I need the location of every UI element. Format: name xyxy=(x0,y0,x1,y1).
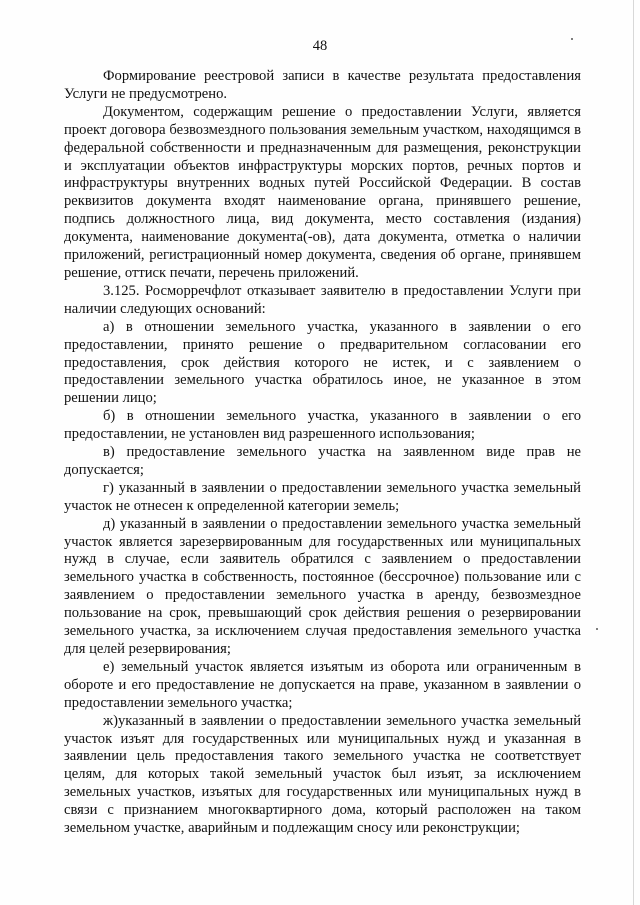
scan-edge-line xyxy=(633,0,634,905)
paragraph-registry-record: Формирование реестровой записи в качестве результата предоставления Услуги не предусмотрено. xyxy=(64,68,581,102)
list-item-v: в) предоставление земельного участка на заявленном виде прав не допускается; xyxy=(64,444,581,478)
list-item-d: д) указанный в заявлении о предоставлении земельного участка земельный участок является зарезервированным для государственных или муниципальных нужд в случае, если заявитель обратился с заявлением о предоставлении земельного участка в собственность, постоянное (бессрочное) пользование или с заявлением о предоставлении земельного участка в аренду, безвозмездное пользование на срок, превышающий срок действия решения о резервировании земельного участка, за исключением случая предоставления земельного участка для целей резервирования; xyxy=(64,515,581,657)
list-item-b: б) в отношении земельного участка, указанного в заявлении о его предоставлении, не установлен вид разрешенного использования; xyxy=(64,408,581,443)
list-item-zh: ж)указанный в заявлении о предоставлении земельного участка земельный участок изъят для государственных или муниципальных нужд и указанная в заявлении цель предоставления такого земельного участка не соответствует целям, для которых такой земельный участок был изъят, за исключением земельных участков, изъятых для государственных или муниципальных нужд в связи с признанием многоквартирного дома, который расположен на таком земельном участке, аварийным и подлежащим сносу или реконструкции; xyxy=(64,712,581,837)
list-item-g: г) указанный в заявлении о предоставлении земельного участка земельный участок не отнесен к определенной категории земель; xyxy=(64,479,581,514)
paragraph-decision-document: Документом, содержащим решение о предоставлении Услуги, является проект договора безвозмездного пользования земельным участком, находящимся в федеральной собственности и предназначенным для размещения, реконструкции и эксплуатации объектов инфраструктуры морских портов, речных портов и инфраструктуры внутренних водных путей Российской Федерации. В состав реквизитов документа входят наименование органа, принявшего решение, подпись должностного лица, вид документа, место составления (издания) документа, наименование документа(-ов), дата документа, отметка о наличии приложений, регистрационный номер документа, сведения об органе, принявшем решение, оттиск печати, перечень приложений. xyxy=(64,103,581,281)
list-item-a: а) в отношении земельного участка, указанного в заявлении о его предоставлении, принято решение о предварительном согласовании его предоставления, срок действия которого не истек, и с заявлением о предоставлении земельного участка обратилось иное, не указанное в этом решении лицо; xyxy=(64,318,581,407)
page-number: 48 xyxy=(312,38,328,54)
document-body xyxy=(64,68,581,838)
list-item-e: е) земельный участок является изъятым из оборота или ограниченным в обороте и его предоставление не допускается на праве, указанном в заявлении о предоставлении земельного участка; xyxy=(64,658,581,711)
scan-speck xyxy=(596,628,598,630)
paragraph-3-125-refusal: 3.125. Росморречфлот отказывает заявителю в предоставлении Услуги при наличии следующих оснований: xyxy=(64,282,581,317)
